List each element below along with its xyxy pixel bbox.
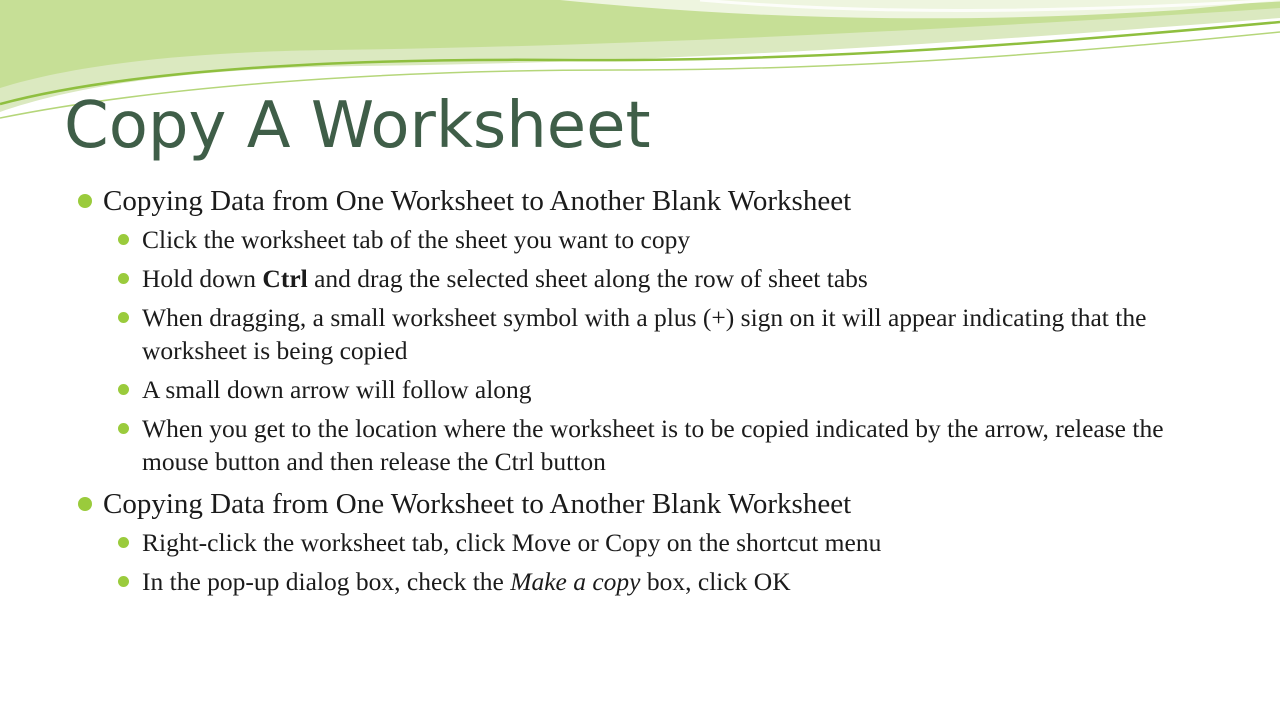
slide-body xyxy=(78,181,1228,604)
list-item-text: Click the worksheet tab of the sheet you want to copy xyxy=(142,225,691,254)
list-item xyxy=(118,223,1228,256)
list-item xyxy=(118,412,1228,478)
list-item xyxy=(118,526,1228,559)
list-item xyxy=(118,565,1228,598)
slide-title: Copy A Worksheet xyxy=(64,89,651,163)
list-item-text: When you get to the location where the worksheet is to be copied indicated by the arrow, release the mouse button and then release the Ctrl button xyxy=(142,414,1164,476)
list-item xyxy=(118,301,1228,367)
keyboard-key-ctrl: Ctrl xyxy=(262,264,308,293)
bullet-dot-icon xyxy=(118,384,129,395)
list-item-text-before: Hold down xyxy=(142,264,263,293)
section-heading xyxy=(78,484,1228,524)
list-item-text: When dragging, a small worksheet symbol with a plus (+) sign on it will appear indicating that the worksheet is being copied xyxy=(142,303,1147,365)
bullet-dot-icon xyxy=(118,312,129,323)
bullet-dot-icon xyxy=(118,537,129,548)
list-item-text-after: box, click OK xyxy=(640,567,791,596)
bullet-dot-icon xyxy=(118,273,129,284)
bullet-dot-icon xyxy=(118,576,129,587)
list-item-text: A small down arrow will follow along xyxy=(142,375,532,404)
bullet-dot-icon xyxy=(118,423,129,434)
list-item-text-before: In the pop-up dialog box, check the xyxy=(142,567,511,596)
list-item xyxy=(118,262,1228,295)
bullet-dot-icon xyxy=(118,234,129,245)
list-item-text: Right-click the worksheet tab, click Move or Copy on the shortcut menu xyxy=(142,528,882,557)
list-item xyxy=(118,373,1228,406)
section-heading-text: Copying Data from One Worksheet to Another Blank Worksheet xyxy=(103,185,852,217)
list-item-text-after: and drag the selected sheet along the row of sheet tabs xyxy=(307,264,868,293)
bullet-dot-icon xyxy=(78,194,92,208)
section-heading-text: Copying Data from One Worksheet to Another Blank Worksheet xyxy=(103,488,852,520)
bullet-dot-icon xyxy=(78,497,92,511)
make-a-copy-emphasis: Make a copy xyxy=(510,567,641,596)
section-heading xyxy=(78,181,1228,221)
